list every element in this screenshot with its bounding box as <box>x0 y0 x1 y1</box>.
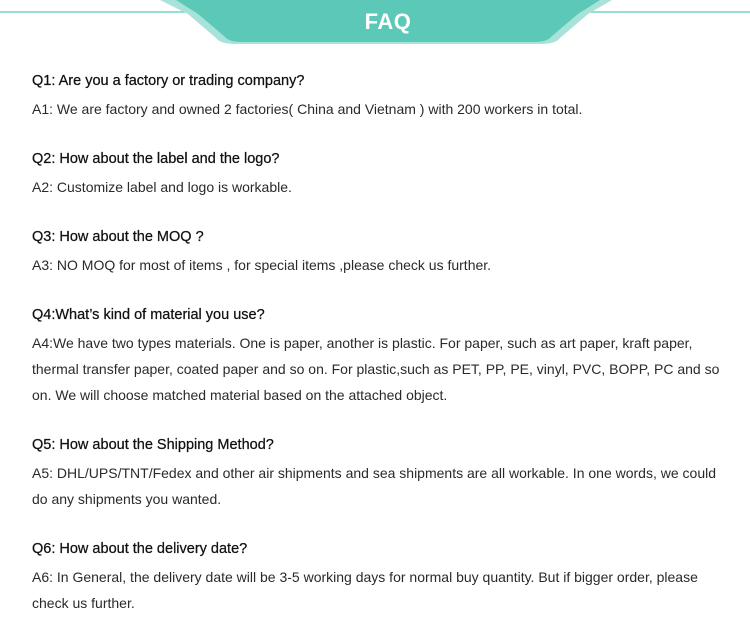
faq-answer-6: A6: In General, the delivery date will be 3-5 working days for normal buy quantity. But if bigger order, please check us further. <box>32 569 698 611</box>
faq-question-4: Q4:What’s kind of material you use? <box>32 307 265 323</box>
faq-item-6 <box>32 538 722 616</box>
faq-item-5 <box>32 434 722 512</box>
faq-item-3 <box>32 226 722 278</box>
faq-item-2 <box>32 148 722 200</box>
faq-question-2: Q2: How about the label and the logo? <box>32 151 280 167</box>
faq-banner <box>0 0 750 46</box>
faq-question-1: Q1: Are you a factory or trading company? <box>32 73 305 89</box>
faq-question-6: Q6: How about the delivery date? <box>32 541 248 557</box>
faq-item-1 <box>32 70 722 122</box>
faq-answer-5: A5: DHL/UPS/TNT/Fedex and other air shipments and sea shipments are all workable. In one words, we could do any shipments you wanted. <box>32 465 716 507</box>
faq-answer-4: A4:We have two types materials. One is paper, another is plastic. For paper, such as art paper, kraft paper, thermal transfer paper, coated paper and so on. For plastic,such as PET, PP, PE, vinyl, PVC, BOPP, PC and so on. We will choose matched material based on the attached object. <box>32 335 720 403</box>
faq-answer-1: A1: We are factory and owned 2 factories( China and Vietnam ) with 200 workers in total. <box>32 101 583 117</box>
faq-answer-3: A3: NO MOQ for most of items , for special items ,please check us further. <box>32 257 492 273</box>
faq-question-3: Q3: How about the MOQ ? <box>32 229 204 245</box>
faq-title: FAQ <box>364 9 412 34</box>
faq-question-5: Q5: How about the Shipping Method? <box>32 437 274 453</box>
faq-item-4 <box>32 304 722 408</box>
faq-answer-2: A2: Customize label and logo is workable. <box>32 179 292 195</box>
